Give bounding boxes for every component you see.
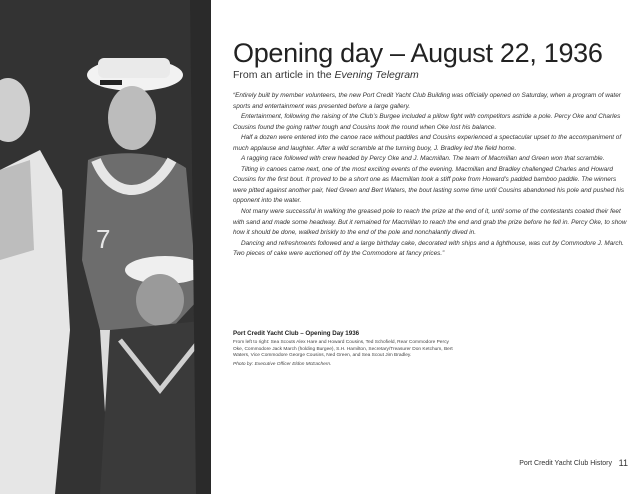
text-page bbox=[211, 0, 640, 494]
subtitle-source: Evening Telegram bbox=[334, 69, 419, 81]
article-paragraph: Half a dozen were entered into the canoe race without paddles and Cousins experienced a spectacular upset to the accompaniment of much applause and laughter. After a wild scramble at the turning buoy, J. Bradley led the field home. bbox=[233, 134, 622, 152]
historic-photo bbox=[0, 0, 211, 494]
article-paragraph: “Entirely built by member volunteers, the new Port Credit Yacht Club Building was officially opened on Saturday, when a program of water sports and entertainment was presented before a large gallery. bbox=[233, 92, 621, 110]
caption-credit: Photo by: Executive Officer Eldon McEachern. bbox=[233, 361, 332, 367]
page-subtitle bbox=[233, 69, 419, 81]
article-body bbox=[233, 91, 629, 260]
article-paragraph: Dancing and refreshments followed and a large birthday cake, decorated with ships and a lighthouse, was cut by Commodore J. March. Two pieces of cake were auctioned off by the Commodore at fancy prices.” bbox=[233, 239, 624, 258]
photo-illustration bbox=[0, 0, 211, 494]
footer-label: Port Credit Yacht Club History bbox=[519, 460, 612, 467]
subtitle-prefix: From an article in the bbox=[233, 69, 335, 81]
page-number: 11 bbox=[618, 458, 628, 468]
article-paragraph: A ragging race followed with crew headed by Percy Oke and J. Macmillan. The team of Macmillan and Green won that scramble. bbox=[241, 155, 605, 163]
article-paragraph: Tilting in canoes came next, one of the most exciting events of the evening. Macmillan and Bradley challenged Charles and Howard Cousins for the first bout. It proved to be a short one as Macmillan took a stiff poke from Howard’s padded bamboo paddle. The winners were pitted against another pair, Ned Green and Bert Waters, the bout lasting some time until Cousins abandoned his pole and pushed his opponent into the water. bbox=[233, 165, 625, 205]
caption-body: From left to right: Sea Scouts Alex Hare and Howard Cousins, Ted Schofield, Rear Commodore Percy Oke, Commodore Jack March (holding Burgee), S.H. Hamilton, Secretary/Treasurer Don Ketchum, Bert Waters, Vice Commodore George Cousins, Ned Green, and Sea Scout Jim Bradley. bbox=[233, 340, 453, 359]
svg-text:7: 7 bbox=[96, 224, 111, 254]
article-paragraph: Entertainment, following the raising of the Club’s Burgee included a pillow fight with competitors astride a pole. Percy Oke and Charles Cousins found the going rather tough and Cousins took the round when Oke lost his balance. bbox=[233, 113, 621, 131]
caption-title: Port Credit Yacht Club – Opening Day 1936 bbox=[233, 330, 360, 337]
photo-caption bbox=[233, 330, 453, 367]
article-paragraph: Not many were successful in walking the greased pole to reach the prize at the end of it, until some of the contestants coated their feet with sand and made some headway. But it remained for Macmillan to reach the end and grab the prize before he fell in. Percy Oke, to show how it should be done, walked briskly to the end of the pole and nonchalantly dived in. bbox=[233, 208, 627, 237]
page-title: Opening day – August 22, 1936 bbox=[233, 38, 603, 68]
